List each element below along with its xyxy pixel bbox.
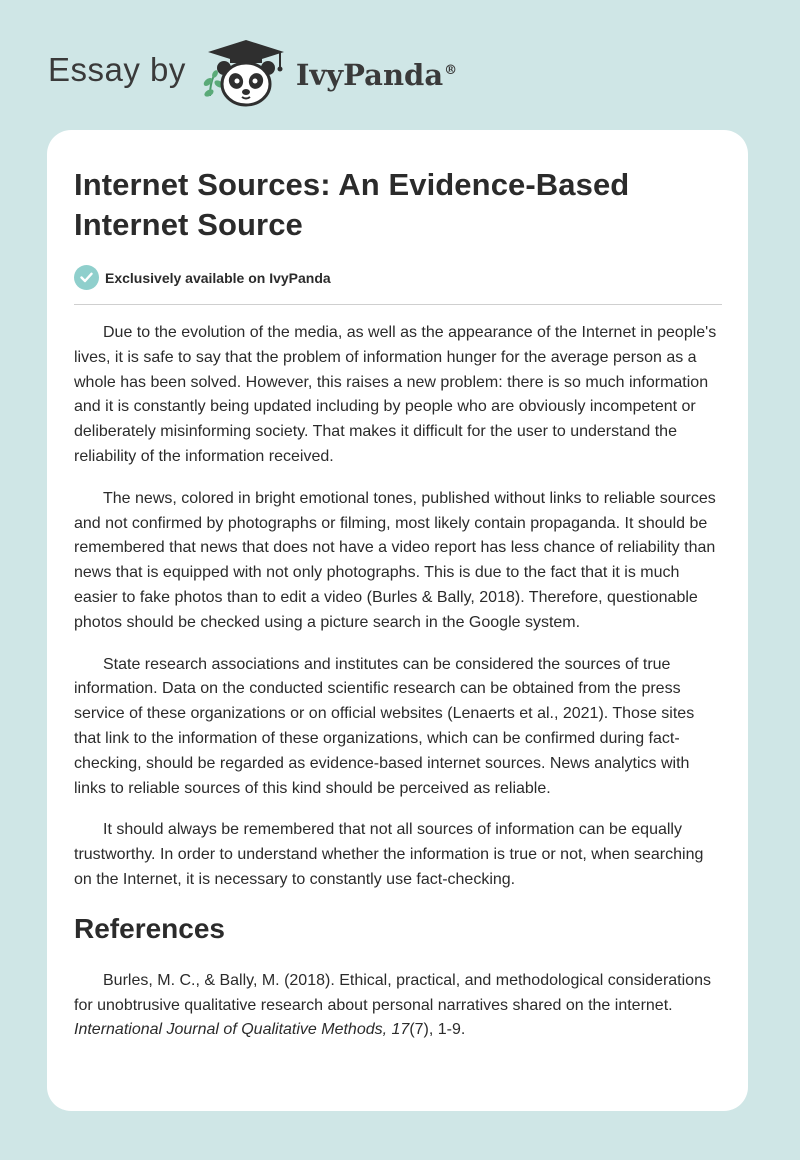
divider <box>74 304 722 305</box>
page-title: Internet Sources: An Evidence-Based Internet Source <box>74 167 630 242</box>
exclusive-badge <box>74 265 722 290</box>
panda-logo-icon <box>200 38 292 108</box>
references-list <box>74 969 722 1043</box>
paragraph: Due to the evolution of the media, as well as the appearance of the Internet in people's lives, it is safe to say that the problem of information hunger for the average person as a whole has been solved. However, this raises a new problem: there is so much information and it is constantly being updated including by people who are obviously incompetent or deliberately misinforming society. That makes it difficult for the user to understand the reliability of the information received. <box>74 324 717 465</box>
paragraph: It should always be remembered that not all sources of information can be equally trustworthy. In order to understand whether the information is true or not, when searching on the Internet, it is necessary to constantly use fact-checking. <box>74 821 704 888</box>
brand-name: IvyPanda® <box>295 58 458 92</box>
reference-journal: International Journal of Qualitative Methods, 17 <box>74 1021 410 1039</box>
reference-item <box>74 969 722 1043</box>
essay-body <box>74 321 722 893</box>
site-header[interactable] <box>48 38 457 108</box>
badge-text: Exclusively available on IvyPanda <box>105 269 331 286</box>
reference-lead: Burles, M. C., & Bally, M. (2018). Ethical, practical, and methodological considerations for unobtrusive qualitative research about personal narratives shared on the internet. <box>74 971 711 1014</box>
reference-tail: (7), 1-9. <box>409 1021 466 1039</box>
paragraph: State research associations and institutes can be considered the sources of true information. Data on the conducted scientific research can be obtained from the press service of these organizations or on official websites (Lenaerts et al., 2021). Those sites that link to the information of these organizations, which can be confirmed during fact-checking, should be regarded as evidence-based internet sources. News analytics with links to reliable sources of this kind should be perceived as reliable. <box>74 655 695 797</box>
paragraph: The news, colored in bright emotional tones, published without links to reliable sources and not confirmed by photographs or filming, most likely contain propaganda. It should be remembered that news that does not have a video report has less chance of reliability than news that is equipped with not only photographs. This is due to the fact that it is much easier to fake photos than to edit a video (Burles & Bally, 2018). Therefore, questionable photos should be checked using a picture search in the Google system. <box>74 489 716 631</box>
registered-mark: ® <box>444 63 458 79</box>
references-heading: References <box>74 912 225 944</box>
check-icon <box>74 265 99 290</box>
brand-prefix: Essay by <box>48 51 186 88</box>
essay-card <box>47 130 748 1111</box>
